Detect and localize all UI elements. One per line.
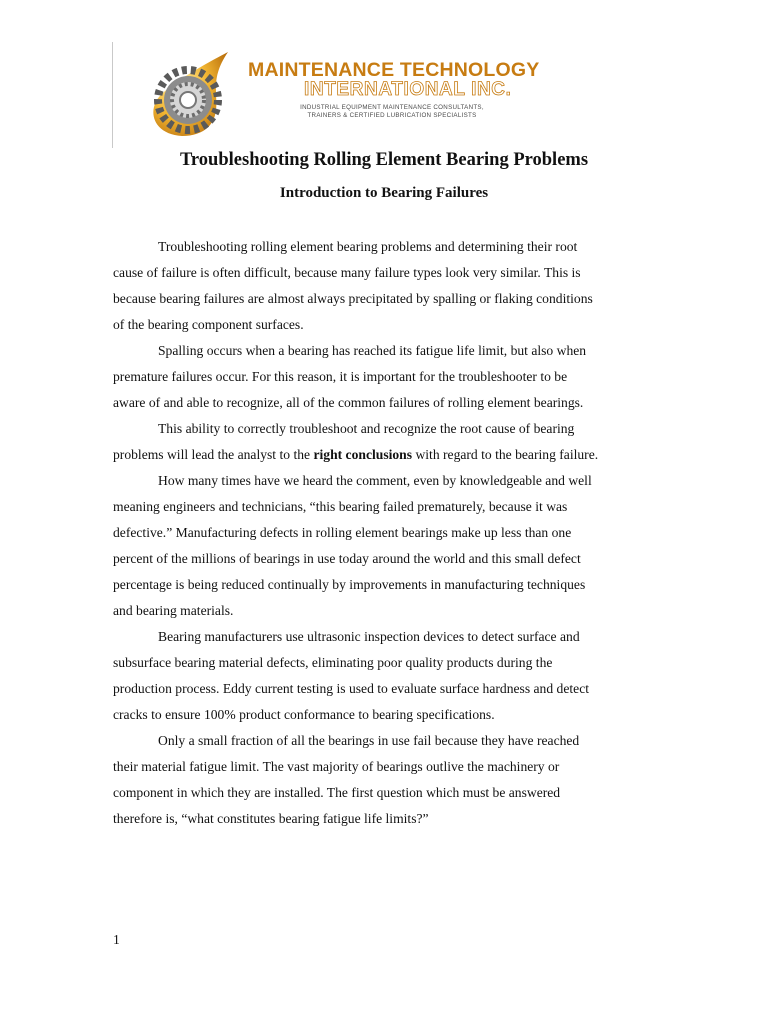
body-paragraph: [113, 624, 653, 728]
text-line: Only a small fraction of all the bearings in use fail because they have reached: [158, 733, 580, 748]
text-line: How many times have we heard the comment, even by knowledgeable and well: [158, 473, 592, 488]
text-line: component in which they are installed. The first question which must be answered: [113, 785, 561, 800]
body-paragraph: [113, 338, 653, 416]
text-line: percentage is being reduced continually by improvements in manufacturing techniques: [113, 577, 586, 592]
text-line: cracks to ensure 100% product conformance to bearing specifications.: [113, 707, 495, 722]
company-suffix: INTERNATIONAL INC.: [304, 79, 512, 100]
text-line: cause of failure is often difficult, because many failure types look very similar. This is: [113, 265, 581, 280]
text-line: premature failures occur. For this reason, it is important for the troubleshooter to be: [113, 369, 568, 384]
text-line: Spalling occurs when a bearing has reached its fatigue life limit, but also when: [158, 343, 587, 358]
text-line: and bearing materials.: [113, 603, 234, 618]
letterhead: [112, 42, 632, 150]
text-line: This ability to correctly troubleshoot and recognize the root cause of bearing: [158, 421, 575, 436]
text-line: because bearing failures are almost always precipitated by spalling or flaking conditions: [113, 291, 593, 306]
body-paragraph: [113, 468, 653, 624]
body-paragraph: [113, 728, 653, 832]
text-line: subsurface bearing material defects, eliminating poor quality products during the: [113, 655, 553, 670]
body-paragraph: [113, 234, 653, 338]
text-line: defective.” Manufacturing defects in rolling element bearings make up less than one: [113, 525, 572, 540]
text-line: aware of and able to recognize, all of the common failures of rolling element bearings.: [113, 395, 584, 410]
page-number: 1: [113, 932, 120, 947]
text-line: production process. Eddy current testing is used to evaluate surface hardness and detect: [113, 681, 590, 696]
company-name: MAINTENANCE TECHNOLOGY: [248, 59, 540, 81]
text-line: problems will lead the analyst to the: [113, 447, 314, 462]
document-title: Troubleshooting Rolling Element Bearing Problems: [179, 150, 589, 170]
letterhead-divider: [112, 42, 113, 148]
text-line: Bearing manufacturers use ultrasonic inspection devices to detect surface and: [158, 629, 580, 644]
tagline-line: TRAINERS & CERTIFIED LUBRICATION SPECIALISTS: [307, 112, 477, 119]
document-subtitle: Introduction to Bearing Failures: [279, 185, 489, 201]
tagline-line: INDUSTRIAL EQUIPMENT MAINTENANCE CONSULTANTS,: [300, 104, 484, 111]
text-line: with regard to the bearing failure.: [412, 447, 599, 462]
body-paragraph: [113, 416, 653, 468]
text-line: of the bearing component surfaces.: [113, 317, 304, 332]
text-line: their material fatigue limit. The vast majority of bearings outlive the machinery or: [113, 759, 560, 774]
text-line: percent of the millions of bearings in use today around the world and this small defect: [113, 551, 581, 566]
gear-and-oil-drop-icon: [142, 48, 252, 140]
text-line: therefore is, “what constitutes bearing fatigue life limits?”: [113, 811, 429, 826]
document-body: [113, 234, 653, 832]
company-tagline: [262, 104, 522, 120]
text-line: Troubleshooting rolling element bearing problems and determining their root: [158, 239, 578, 254]
text-line: meaning engineers and technicians, “this bearing failed prematurely, because it was: [113, 499, 568, 514]
emphasis-text: right conclusions: [313, 447, 413, 462]
